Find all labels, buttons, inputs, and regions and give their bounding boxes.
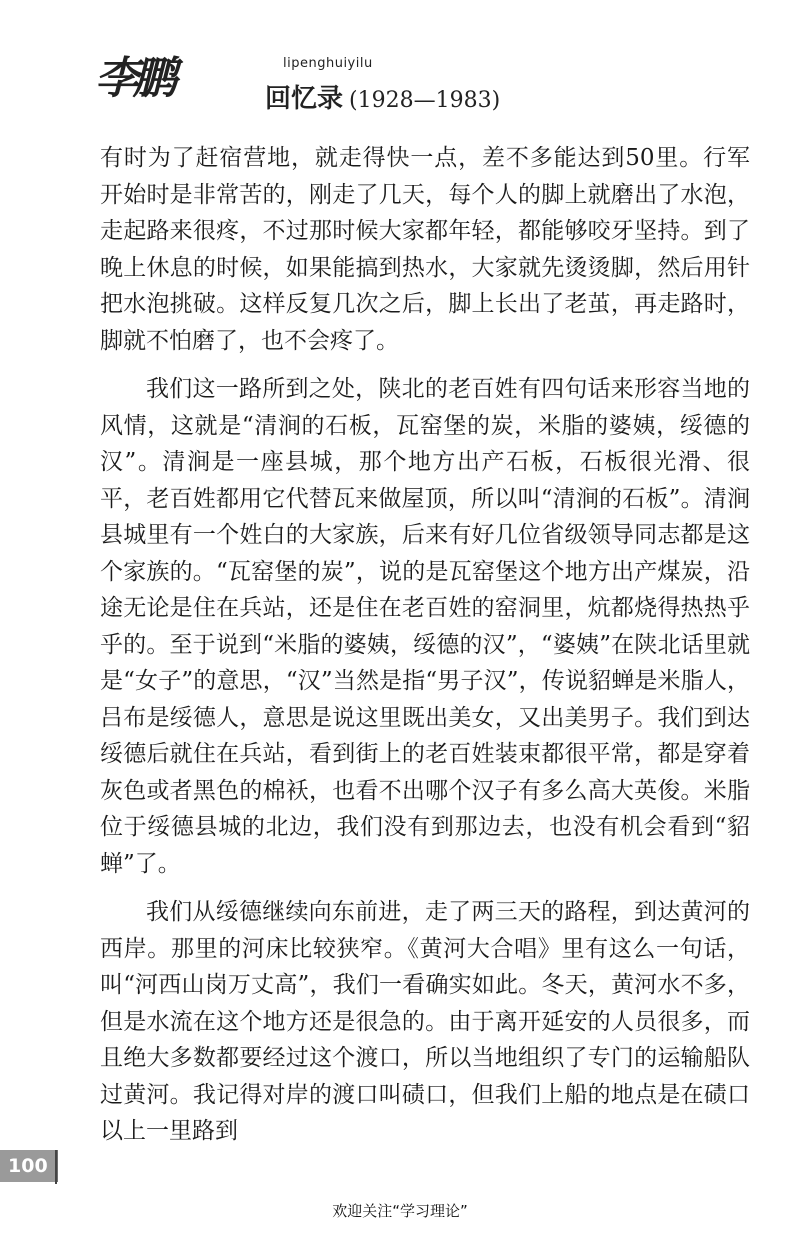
header-years: (1928—1983) [349, 88, 501, 113]
running-header [95, 50, 555, 120]
header-pinyin: lipenghuiyilu [283, 56, 373, 71]
paragraph-3: 我们从绥德继续向东前进，走了两三天的路程，到达黄河的西岸。那里的河床比较狭窄。《黄河大合唱》里有这么一句话，叫“河西山岗万丈高”，我们一看确实如此。冬天，黄河水不多，但是水流在这个地方还是很急的。由于离开延安的人员很多，而且绝大多数都要经过这个渡口，所以当地组织了专门的运输船队过黄河。我记得对岸的渡口叫碛口，但我们上船的地点是在碛口以上一里路到 [100, 899, 750, 1144]
paragraph-2: 我们这一路所到之处，陕北的老百姓有四句话来形容当地的风情，这就是“清涧的石板，瓦窑堡的炭，米脂的婆姨，绥德的汉”。清涧是一座县城，那个地方出产石板，石板很光滑、很平，老百姓都用它代替瓦来做屋顶，所以叫“清涧的石板”。清涧县城里有一个姓白的大家族，后来有好几位省级领导同志都是这个家族的。“瓦窑堡的炭”，说的是瓦窑堡这个地方出产煤炭，沿途无论是住在兵站，还是住在老百姓的窑洞里，炕都烧得热热乎乎的。至于说到“米脂的婆姨，绥德的汉”，“婆姨”在陕北话里就是“女子”的意思，“汉”当然是指“男子汉”，传说貂蝉是米脂人，吕布是绥德人，意思是说这里既出美女，又出美男子。我们到达绥德后就住在兵站，看到街上的老百姓装束都很平常，都是穿着灰色或者黑色的棉袄，也看不出哪个汉子有多么高大英俊。米脂位于绥德县城的北边，我们没有到那边去，也没有机会看到“貂蝉”了。 [100, 376, 750, 877]
body-text [100, 140, 750, 1150]
header-calligraphy-title: 李鹏 [95, 53, 171, 104]
page-number: 100 [8, 1155, 48, 1177]
footer-note: 欢迎关注“学习理论” [332, 1202, 468, 1220]
header-subtitle [265, 78, 500, 115]
paragraph-1: 有时为了赶宿营地，就走得快一点，差不多能达到50里。行军开始时是非常苦的，刚走了几天，每个人的脚上就磨出了水泡，走起路来很疼，不过那时候大家都年轻，都能够咬牙坚持。到了晚上休息的时候，如果能搞到热水，大家就先烫烫脚，然后用针把水泡挑破。这样反复几次之后，脚上长出了老茧，再走路时，脚就不怕磨了，也不会疼了。 [100, 145, 750, 354]
page-number-divider [55, 1150, 57, 1184]
header-subtitle-text: 回忆录 [265, 84, 344, 114]
